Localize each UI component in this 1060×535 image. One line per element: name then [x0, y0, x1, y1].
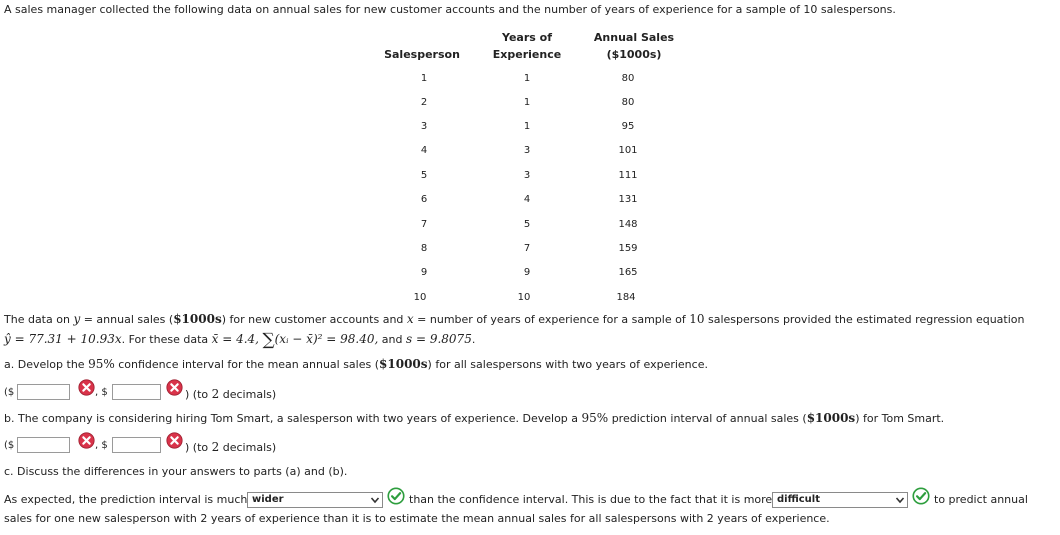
part-b-upper-input[interactable] [112, 437, 161, 453]
part-b-text: b. The company is considering hiring Tom Smart, a salesperson with two years of experience. Develop a [4, 412, 582, 425]
cell-sales: 131 [618, 194, 638, 205]
std-error: s = 9.8075 [406, 332, 472, 346]
cell-salesperson: 3 [420, 121, 428, 132]
header-annual-sales [584, 29, 684, 63]
cell-salesperson: 5 [420, 170, 428, 181]
part-a-decimals-note [185, 387, 276, 401]
open-paren: ($ [4, 440, 15, 451]
sum-squares: (xᵢ − x̄)² = 98.40, [274, 332, 379, 346]
cell-salesperson: 10 [413, 292, 427, 303]
comparison-select[interactable] [247, 492, 383, 508]
cell-years: 1 [523, 121, 531, 132]
chevron-down-icon [370, 495, 380, 505]
sum-symbol: ∑ [262, 330, 275, 350]
header-years [487, 29, 567, 63]
correct-icon [387, 487, 405, 505]
cell-salesperson: 7 [420, 219, 428, 230]
part-c-text: than the confidence interval. This is due to the fact that it is more [409, 493, 773, 506]
cell-sales: 101 [618, 145, 638, 156]
decimals-count: 2 [211, 387, 220, 401]
cell-sales: 159 [618, 243, 638, 254]
comma-separator: , $ [95, 440, 108, 451]
cell-salesperson: 6 [420, 194, 428, 205]
difficulty-select[interactable] [772, 492, 908, 508]
part-c-text: to predict annual [934, 493, 1028, 506]
cell-years: 4 [523, 194, 531, 205]
cell-salesperson: 1 [420, 73, 428, 84]
cell-sales: 80 [621, 73, 635, 84]
decimals-text: ) (to [185, 441, 212, 454]
cell-sales: 95 [621, 121, 635, 132]
cell-years: 7 [523, 243, 531, 254]
part-a-text: ) for all salespersons with two years of experience. [427, 358, 708, 371]
cell-salesperson: 4 [420, 145, 428, 156]
description-line2 [4, 330, 475, 350]
cell-sales: 111 [618, 170, 638, 181]
decimals-text: decimals) [219, 388, 277, 401]
cell-salesperson: 9 [420, 267, 428, 278]
cell-sales: 165 [618, 267, 638, 278]
cell-salesperson: 2 [420, 97, 428, 108]
description-line1 [4, 312, 1025, 326]
header-years-line1: Years of [502, 31, 552, 44]
part-b-question [4, 411, 944, 425]
part-b-text: ) for Tom Smart. [855, 412, 945, 425]
cell-sales: 148 [618, 219, 638, 230]
decimals-text: decimals) [219, 441, 277, 454]
incorrect-icon [78, 432, 95, 449]
incorrect-icon [78, 379, 95, 396]
cell-years: 1 [523, 97, 531, 108]
part-b-text: prediction interval of annual sales ( [608, 412, 807, 425]
unit-text: $1000s [173, 312, 222, 326]
part-c-question: c. Discuss the differences in your answers to parts (a) and (b). [4, 465, 348, 478]
comma-separator: , $ [95, 387, 108, 398]
incorrect-icon [166, 379, 183, 396]
part-a-question [4, 357, 708, 371]
desc-text: ) for new customer accounts and [221, 313, 407, 326]
regression-equation: ŷ = 77.31 + 10.93x [4, 332, 122, 346]
part-a-text: confidence interval for the mean annual sales ( [114, 358, 380, 371]
desc-text: The data on [4, 313, 74, 326]
part-c-text: As expected, the prediction interval is much [4, 493, 248, 506]
desc-text: = number of years of experience for a sample of [413, 313, 690, 326]
comparison-select-value: wider [252, 494, 284, 505]
cell-years: 1 [523, 73, 531, 84]
cell-sales: 184 [616, 292, 636, 303]
part-a-text: a. Develop the [4, 358, 89, 371]
header-salesperson: Salesperson [384, 48, 460, 61]
chevron-down-icon [895, 495, 905, 505]
correct-icon [912, 487, 930, 505]
cell-sales: 80 [621, 97, 635, 108]
header-years-line2: Experience [492, 48, 562, 61]
confidence-level: 95% [581, 411, 609, 425]
desc-text: salespersons provided the estimated regression equation [704, 313, 1025, 326]
part-a-upper-input[interactable] [112, 384, 161, 400]
cell-years: 9 [523, 267, 531, 278]
part-c-text: sales for one new salesperson with 2 years of experience than it is to estimate the mean annual sales for all salespersons with 2 years of experience. [4, 512, 830, 525]
intro-text: A sales manager collected the following data on annual sales for new customer accounts and the number of years of experience for a sample of 10 salespersons. [4, 3, 896, 16]
x-bar-value: x̄ = 4.4, [211, 332, 259, 346]
decimals-text: ) (to [185, 388, 212, 401]
cell-years: 10 [517, 292, 531, 303]
part-a-lower-input[interactable] [17, 384, 70, 400]
desc-text: . For these data [121, 333, 212, 346]
desc-text: = annual sales ( [80, 313, 174, 326]
part-b-lower-input[interactable] [17, 437, 70, 453]
incorrect-icon [166, 432, 183, 449]
confidence-level: 95% [88, 357, 115, 371]
var-y: y [73, 312, 81, 326]
part-b-decimals-note [185, 440, 276, 454]
open-paren: ($ [4, 387, 15, 398]
desc-text: . [471, 333, 476, 346]
cell-salesperson: 8 [420, 243, 428, 254]
header-sales-line1: Annual Sales [593, 31, 675, 44]
header-sales-line2: ($1000s) [606, 48, 662, 61]
cell-years: 3 [523, 145, 531, 156]
unit-text: $1000s [379, 357, 428, 371]
cell-years: 3 [523, 170, 531, 181]
difficulty-select-value: difficult [777, 494, 820, 505]
sample-size: 10 [689, 312, 705, 326]
desc-text: and [378, 333, 406, 346]
unit-text: $1000s [806, 411, 856, 425]
var-x: x [406, 312, 414, 326]
cell-years: 5 [523, 219, 531, 230]
decimals-count: 2 [211, 440, 220, 454]
